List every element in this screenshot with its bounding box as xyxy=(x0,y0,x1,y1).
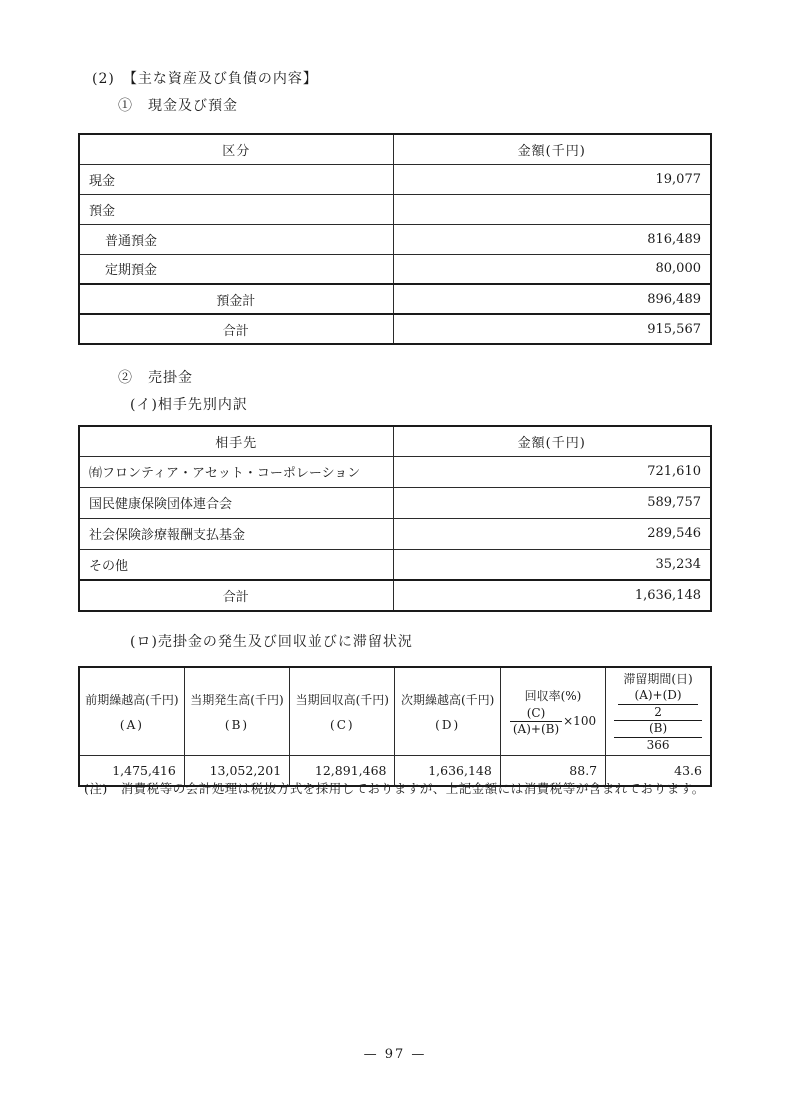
subsection-heading-cash-deposits: ① 現金及び預金 xyxy=(118,98,238,114)
value-retention-period: 43.6 xyxy=(606,756,711,786)
subsection-heading-turnover: (ロ)売掛金の発生及び回収並びに滞留状況 xyxy=(130,634,413,650)
total-row xyxy=(79,314,711,344)
row-amount: 80,000 xyxy=(393,254,711,284)
column-symbol: (B) xyxy=(224,718,250,733)
column-symbol: (A) xyxy=(119,718,144,733)
column-header-counterparty: 相手先 xyxy=(79,426,393,456)
table-row xyxy=(79,254,711,284)
row-label: その他 xyxy=(79,549,393,580)
total-label: 合計 xyxy=(79,314,393,344)
formula-line: 366 xyxy=(646,737,670,752)
subsection-heading-receivables: ② 売掛金 xyxy=(118,370,193,386)
column-header-amount: 金額(千円) xyxy=(393,426,711,456)
row-label: 社会保険診療報酬支払基金 xyxy=(79,518,393,549)
fraction xyxy=(510,706,562,737)
multiplier: ×100 xyxy=(563,714,597,729)
receivables-turnover-table xyxy=(78,666,712,787)
row-amount: 816,489 xyxy=(393,224,711,254)
column-header-recovery-rate xyxy=(500,667,605,756)
formula-line: (B) xyxy=(614,721,702,738)
value-collected: 12,891,468 xyxy=(290,756,395,786)
row-label: 定期預金 xyxy=(79,254,393,284)
table-header-row xyxy=(79,667,711,756)
row-label: 普通預金 xyxy=(79,224,393,254)
column-header-amount: 金額(千円) xyxy=(393,134,711,164)
row-amount: 589,757 xyxy=(393,487,711,518)
table-row xyxy=(79,224,711,254)
value-carried-forward: 1,636,148 xyxy=(395,756,500,786)
row-amount: 721,610 xyxy=(393,456,711,487)
column-header-arising xyxy=(184,667,289,756)
formula-line: (A)+(D) xyxy=(618,688,698,705)
table-row xyxy=(79,549,711,580)
recovery-rate-formula xyxy=(502,706,604,737)
total-amount: 915,567 xyxy=(393,314,711,344)
column-title: 回収率(%) xyxy=(524,688,582,703)
section-heading-main: (2) 【主な資産及び負債の内容】 xyxy=(92,71,318,87)
column-header-carried-forward xyxy=(395,667,500,756)
table-row xyxy=(79,518,711,549)
row-amount: 19,077 xyxy=(393,164,711,194)
table-row xyxy=(79,487,711,518)
total-row xyxy=(79,580,711,611)
column-title: 当期発生高(千円) xyxy=(190,693,284,708)
subsection-heading-by-counterparty: (イ)相手先別内訳 xyxy=(130,397,248,413)
subtotal-label: 預金計 xyxy=(79,284,393,314)
column-symbol: (D) xyxy=(435,718,461,733)
column-header-retention-period xyxy=(606,667,711,756)
footnote: (注) 消費税等の会計処理は税抜方式を採用しておりますが、上記金額には消費税等が含まれております。 xyxy=(84,781,705,796)
total-label: 合計 xyxy=(79,580,393,611)
column-title: 滞留期間(日) xyxy=(623,672,693,686)
page-number: — 97 — xyxy=(363,1047,427,1062)
column-title: 当期回収高(千円) xyxy=(295,693,389,708)
formula-line: 2 xyxy=(614,705,702,722)
fraction-numerator: (C) xyxy=(510,706,562,722)
subtotal-row xyxy=(79,284,711,314)
column-header-brought-forward xyxy=(79,667,184,756)
row-label: 預金 xyxy=(79,194,393,224)
retention-period-formula xyxy=(607,688,709,753)
value-brought-forward: 1,475,416 xyxy=(79,756,184,786)
fraction-denominator: (A)+(B) xyxy=(512,721,560,736)
column-title: 前期繰越高(千円) xyxy=(85,693,179,708)
table-row xyxy=(79,456,711,487)
row-label: ㈲フロンティア・アセット・コーポレーション xyxy=(79,456,393,487)
row-label: 国民健康保険団体連合会 xyxy=(79,487,393,518)
subtotal-amount: 896,489 xyxy=(393,284,711,314)
column-symbol: (C) xyxy=(330,718,355,733)
receivables-by-counterparty-table xyxy=(78,425,712,612)
table-row xyxy=(79,194,711,224)
column-header-category: 区分 xyxy=(79,134,393,164)
row-amount: 35,234 xyxy=(393,549,711,580)
table-header-row xyxy=(79,134,711,164)
total-amount: 1,636,148 xyxy=(393,580,711,611)
table-row xyxy=(79,164,711,194)
value-arising: 13,052,201 xyxy=(184,756,289,786)
table-header-row xyxy=(79,426,711,456)
row-amount xyxy=(393,194,711,224)
column-title: 次期繰越高(千円) xyxy=(400,693,495,708)
row-amount: 289,546 xyxy=(393,518,711,549)
cash-deposits-table xyxy=(78,133,712,345)
value-recovery-rate: 88.7 xyxy=(500,756,605,786)
row-label: 現金 xyxy=(79,164,393,194)
column-header-collected xyxy=(290,667,395,756)
